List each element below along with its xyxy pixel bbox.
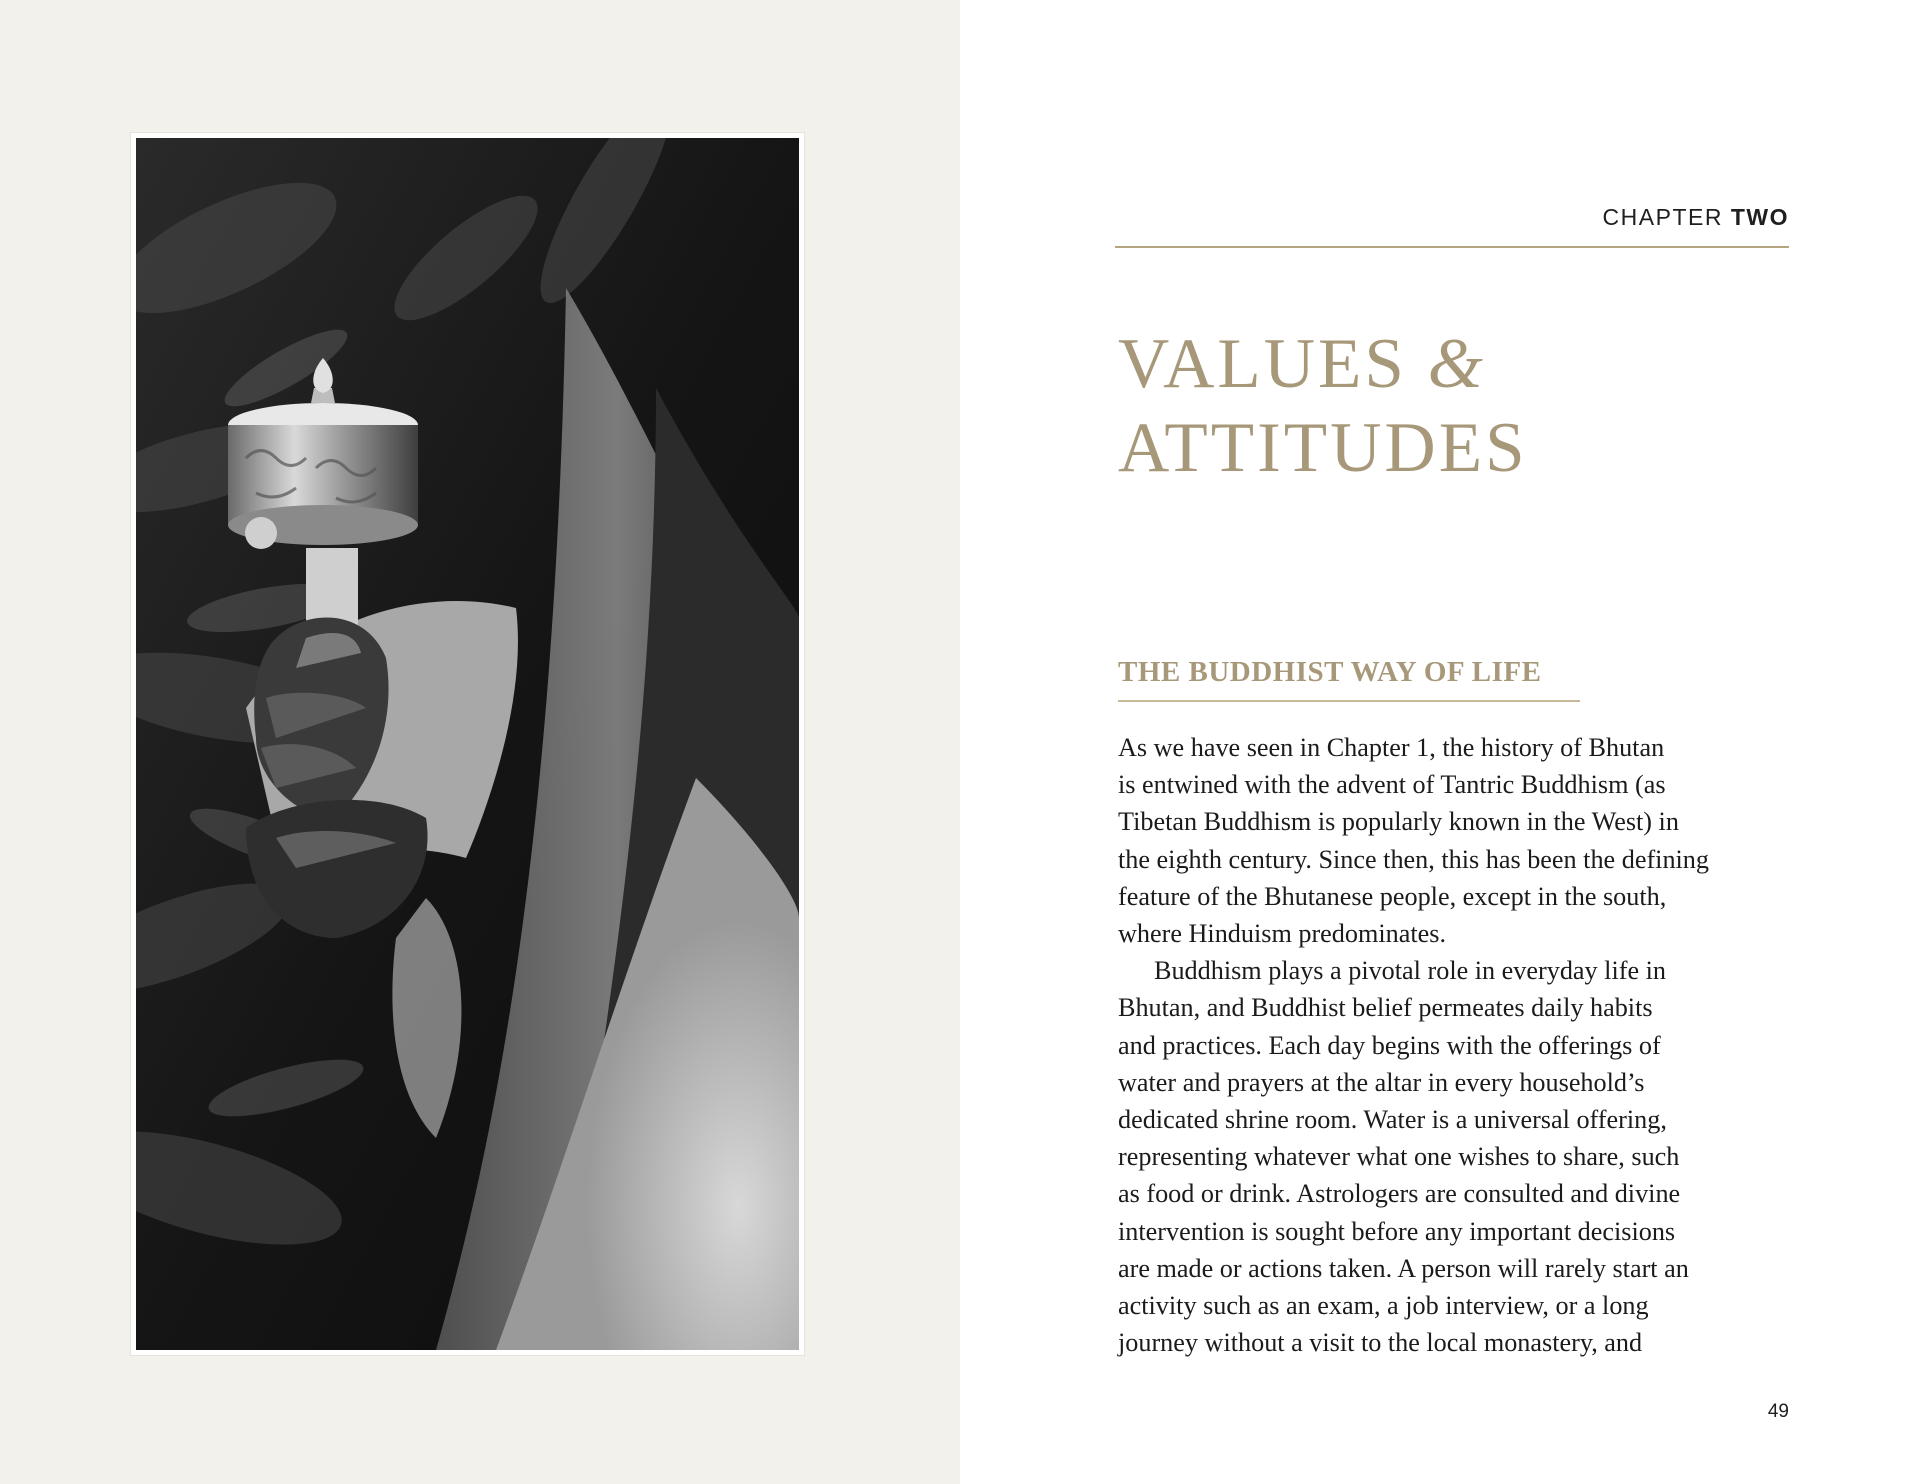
chapter-title-line-2: ATTITUDES xyxy=(1118,409,1528,487)
text-line: are made or actions taken. A person will rarely start an xyxy=(1118,1253,1689,1283)
chapter-title-ampersand: & xyxy=(1427,325,1486,403)
photo-frame xyxy=(131,133,804,1355)
text-line: the eighth century. Since then, this has been the defining xyxy=(1118,844,1709,874)
text-line: activity such as an exam, a job interview, or a long xyxy=(1118,1291,1649,1321)
chapter-title xyxy=(1118,322,1758,490)
section-heading: THE BUDDHIST WAY OF LIFE xyxy=(1118,656,1542,688)
prayer-wheel-illustration xyxy=(136,138,799,1350)
prayer-wheel-photo xyxy=(136,138,799,1350)
section-divider xyxy=(1118,700,1580,702)
text-line: Buddhism plays a pivotal role in everyday life in xyxy=(1154,956,1666,986)
text-line: Bhutan, and Buddhist belief permeates daily habits xyxy=(1118,993,1653,1023)
text-line: and practices. Each day begins with the offerings of xyxy=(1118,1030,1661,1060)
chapter-label xyxy=(1603,204,1789,231)
text-line: is entwined with the advent of Tantric Buddhism (as xyxy=(1118,770,1666,800)
text-line: representing whatever what one wishes to share, such xyxy=(1118,1142,1680,1172)
body-text xyxy=(1118,729,1808,1361)
text-line: as food or drink. Astrologers are consulted and divine xyxy=(1118,1179,1681,1209)
chapter-title-word: VALUES xyxy=(1118,325,1407,403)
chapter-divider xyxy=(1115,246,1789,248)
text-line: intervention is sought before any important decisions xyxy=(1118,1216,1676,1246)
text-line: where Hinduism predominates. xyxy=(1118,919,1446,949)
paragraph-1 xyxy=(1118,729,1808,952)
text-line: feature of the Bhutanese people, except in the south, xyxy=(1118,881,1667,911)
text-line: journey without a visit to the local monastery, and xyxy=(1118,1328,1643,1358)
chapter-label-number: TWO xyxy=(1730,204,1789,230)
right-page xyxy=(960,0,1920,1484)
paragraph-2 xyxy=(1118,952,1808,1361)
text-line: Tibetan Buddhism is popularly known in the West) in xyxy=(1118,807,1679,837)
page-number: 49 xyxy=(1767,1401,1789,1422)
text-line: water and prayers at the altar in every household’s xyxy=(1118,1067,1645,1097)
text-line: dedicated shrine room. Water is a universal offering, xyxy=(1118,1105,1667,1135)
chapter-label-prefix: CHAPTER xyxy=(1602,204,1723,230)
text-line: As we have seen in Chapter 1, the history of Bhutan xyxy=(1118,733,1665,762)
